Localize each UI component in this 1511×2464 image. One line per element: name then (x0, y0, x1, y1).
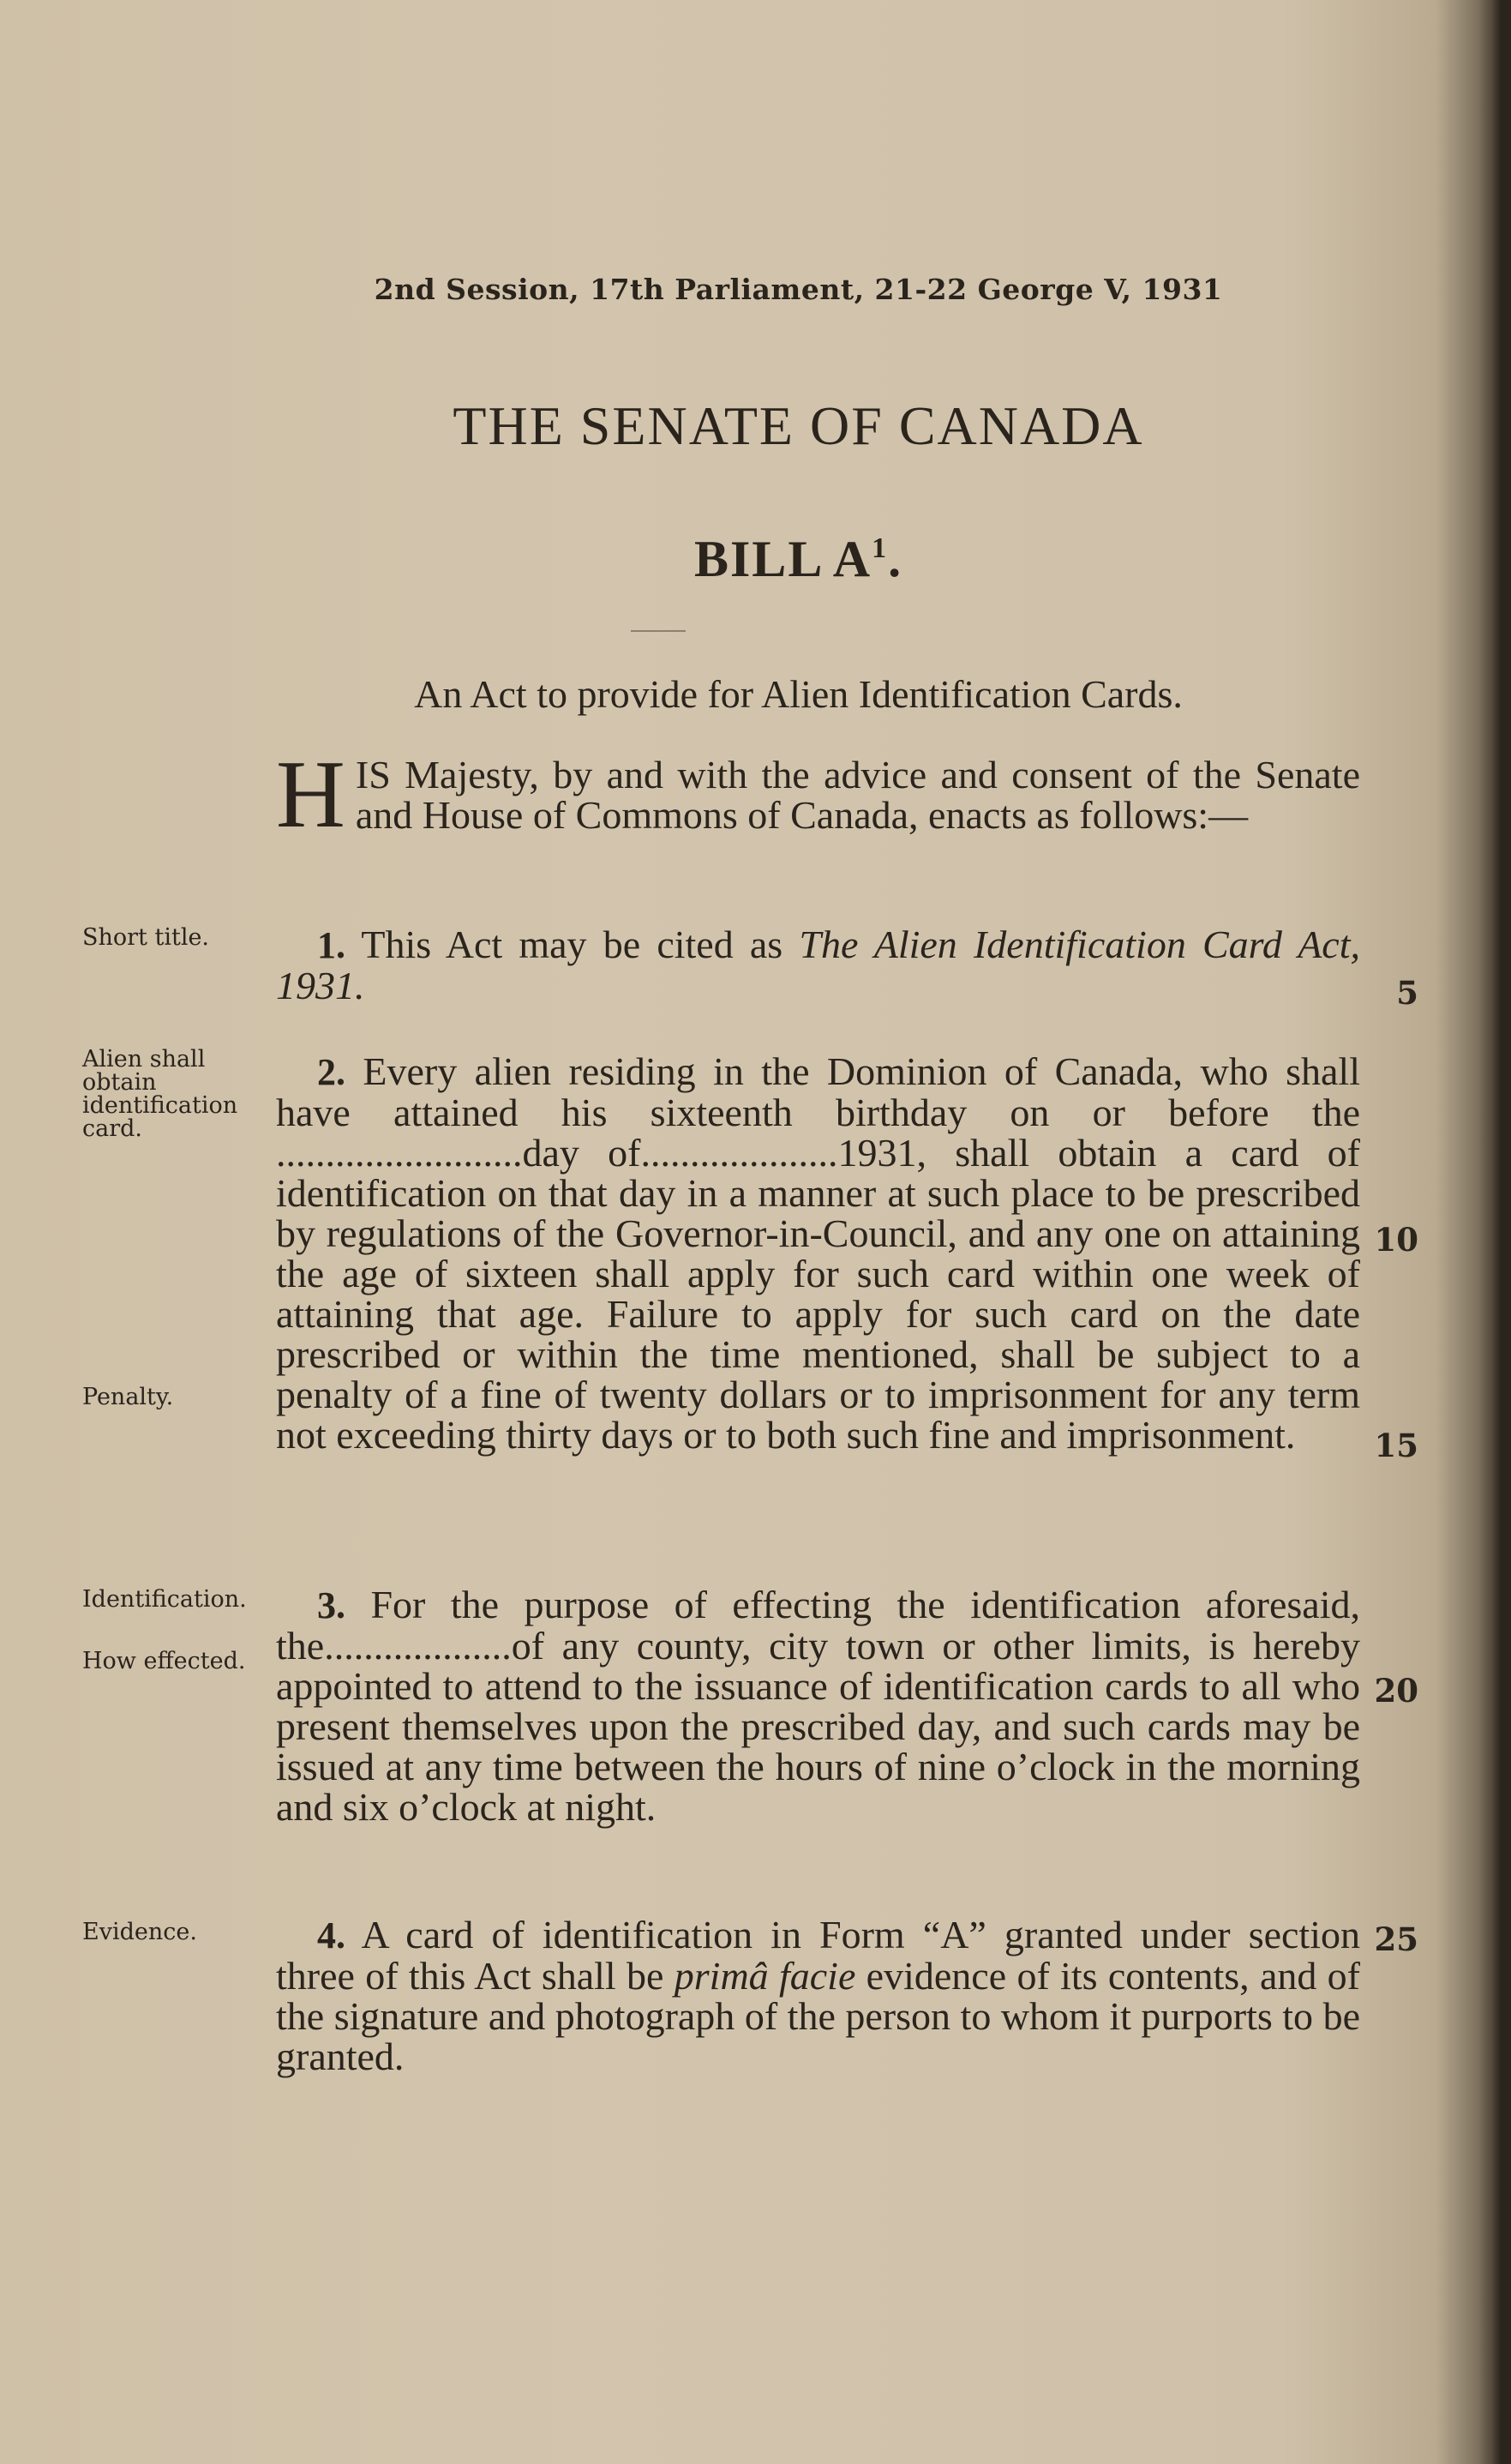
line-number: 5 (1396, 974, 1418, 1012)
section-number: 2. (317, 1051, 345, 1093)
enacting-clause (276, 742, 1360, 848)
line-number: 15 (1374, 1427, 1418, 1464)
title-rule (631, 630, 686, 632)
line-number: 25 (1374, 1920, 1418, 1958)
margin-note-short-title: Short title. (82, 924, 210, 951)
enacting-text: IS Majesty, by and with the advice and consent of the Senate and House of Commons of Canada, enacts as follows:— (355, 753, 1360, 837)
act-title: An Act to provide for Alien Identification Cards. (414, 672, 1183, 716)
section-number: 3. (317, 1584, 345, 1626)
margin-note-evidence: Evidence. (82, 1919, 197, 1945)
margin-note-alien-card: Alien shall obtain identification card. (82, 1046, 238, 1142)
section-2 (276, 1051, 1360, 1455)
line-number: 20 (1374, 1672, 1418, 1710)
short-title-italic: The Alien Identification Card Act, 1931. (276, 922, 1361, 1007)
dropcap: H (276, 742, 345, 848)
section-3 (276, 1584, 1360, 1827)
section-text: This Act may be cited as (345, 922, 800, 966)
section-text: For the purpose of effecting the identification aforesaid, the...................of any county, city town or other limits, is hereby appointed to attend to the issuance of identification cards to all who present themselves upon the prescribed day, and such cards may be issued at any time between the hours of nine o’clock in the morning and six o’clock at night. (276, 1583, 1360, 1829)
section-1 (276, 924, 1360, 1006)
margin-note-penalty: Penalty. (82, 1384, 174, 1410)
bill-number (0, 530, 1511, 589)
margin-note-how-effected: How effected. (82, 1648, 246, 1674)
section-number: 1. (317, 924, 345, 966)
line-number: 10 (1374, 1221, 1418, 1259)
margin-note-identification: Identification. (82, 1586, 247, 1613)
prima-facie-italic: primâ facie (674, 1954, 856, 1998)
bill-suffix: . (888, 531, 903, 587)
section-text: Every alien residing in the Dominion of Canada, who shall have attained his sixteenth birthday on or before the .........................day of....................1931, shall obtain a card of identification on that day in a manner at such place to be prescribed by regulations of the Governor-in-Council, and any one on attaining the age of sixteen shall apply for such card within one week of attaining that age. Failure to apply for such card on the date prescribed or within the time mentioned, shall be subject to a penalty of a fine of twenty dollars or to imprisonment for any term not exceeding thirty days or to both such fine and imprisonment. (276, 1049, 1360, 1457)
page-binding-edge (1478, 0, 1511, 2464)
section-number: 4. (317, 1914, 345, 1956)
bill-label: BILL A (693, 531, 872, 587)
session-header: 2nd Session, 17th Parliament, 21-22 George V, 1931 (374, 273, 1223, 306)
section-4 (276, 1914, 1360, 2076)
section-text-end: evidence of its contents, and of the signature and photograph of the person to whom it purports to be granted. (276, 1954, 1361, 2078)
bill-superscript: 1 (872, 532, 889, 564)
senate-title: THE SENATE OF CANADA (453, 395, 1144, 456)
section-text: A card of identification in Form “A” granted under section three of this Act shall be (276, 1913, 1360, 1998)
